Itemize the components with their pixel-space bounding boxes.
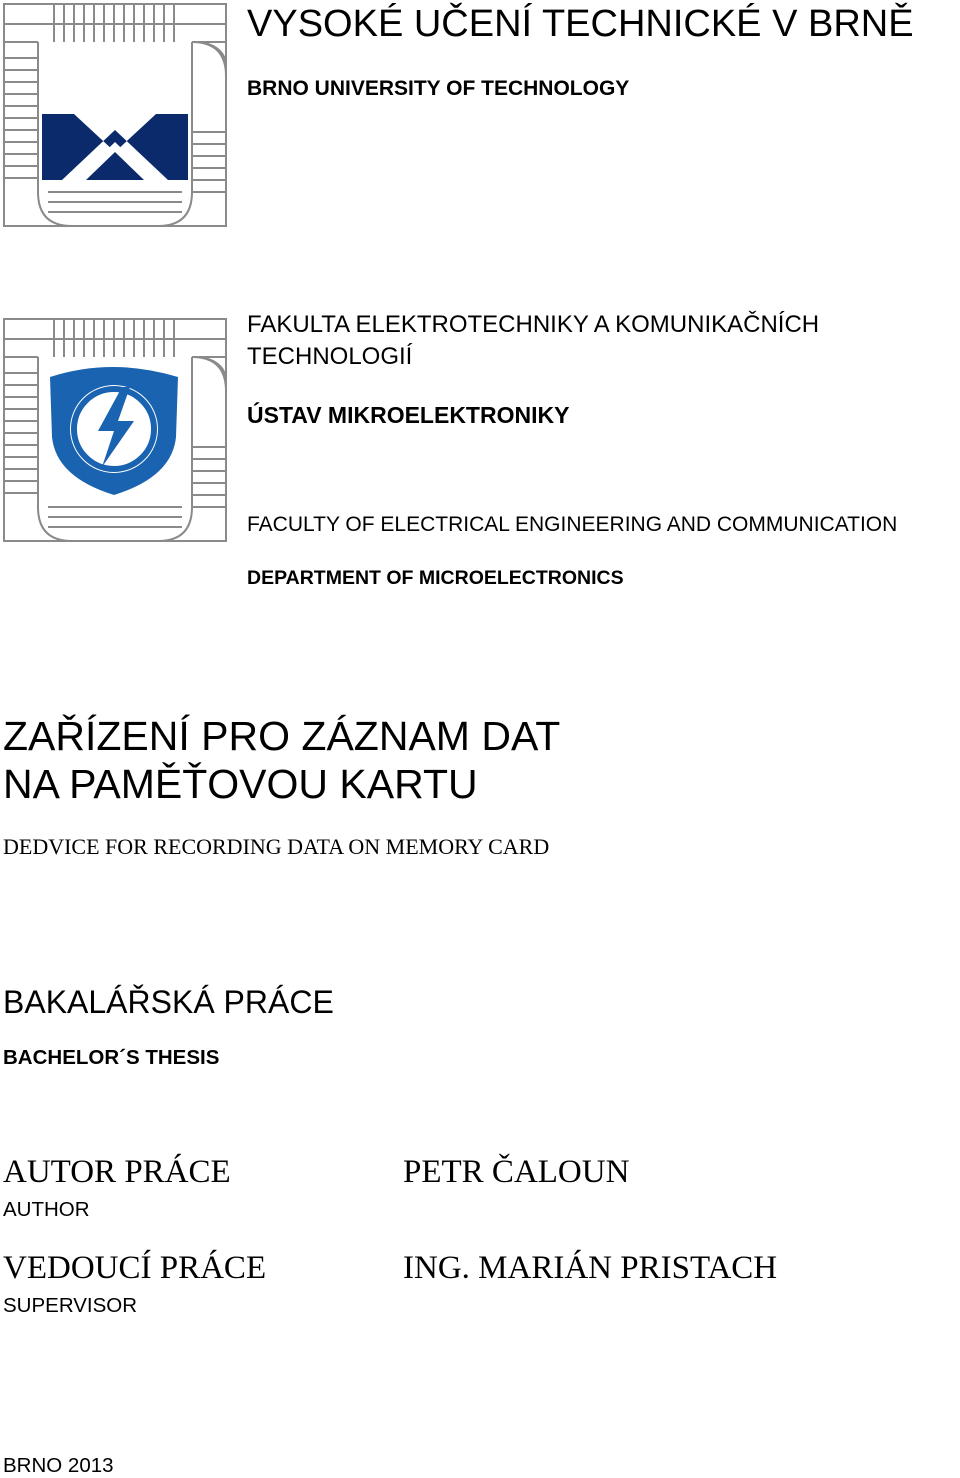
thesis-type-en: BACHELOR´S THESIS — [3, 1046, 220, 1069]
thesis-type-cs: BAKALÁŘSKÁ PRÁCE — [3, 984, 334, 1020]
department-name-cs: ÚSTAV MIKROELEKTRONIKY — [247, 402, 570, 428]
author-name: PETR ČALOUN — [403, 1154, 630, 1190]
department-name-en: DEPARTMENT OF MICROELECTRONICS — [247, 567, 624, 589]
supervisor-label-en: SUPERVISOR — [3, 1294, 138, 1317]
place-year: BRNO 2013 — [3, 1454, 114, 1477]
faculty-name-cs: FAKULTA ELEKTROTECHNIKY A KOMUNIKAČNÍCH TECHNOLOGIÍ — [247, 311, 820, 370]
supervisor-name: ING. MARIÁN PRISTACH — [403, 1250, 778, 1286]
feec-shield-lightning-logo-icon — [2, 317, 228, 543]
university-name-en: BRNO UNIVERSITY OF TECHNOLOGY — [247, 77, 630, 100]
faculty-logo — [2, 317, 228, 543]
university-logo — [2, 2, 228, 228]
author-label-en: AUTHOR — [3, 1198, 90, 1221]
faculty-name-en: FACULTY OF ELECTRICAL ENGINEERING AND COMMUNICATION — [247, 513, 898, 536]
university-name-cs: VYSOKÉ UČENÍ TECHNICKÉ V BRNĚ — [247, 3, 914, 45]
thesis-title-en: DEDVICE FOR RECORDING DATA ON MEMORY CARD — [3, 834, 550, 859]
but-logo-icon — [2, 2, 228, 228]
thesis-title-cs: ZAŘÍZENÍ PRO ZÁZNAM DAT NA PAMĚŤOVOU KARTU — [3, 713, 560, 807]
supervisor-label-cs: VEDOUCÍ PRÁCE — [3, 1250, 267, 1286]
author-label-cs: AUTOR PRÁCE — [3, 1154, 231, 1190]
